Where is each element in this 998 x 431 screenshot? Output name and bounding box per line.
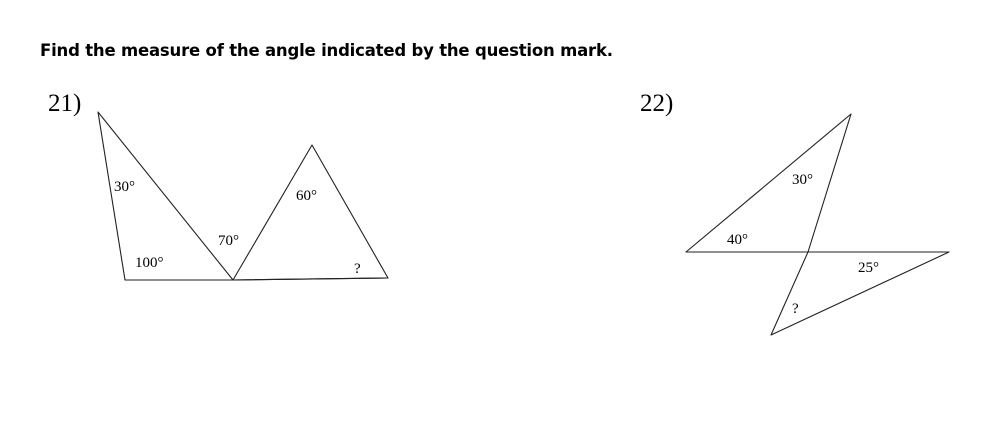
problem-22-number: 22): [640, 90, 674, 117]
right-triangle: [233, 145, 388, 280]
unknown-angle-label: ?: [354, 261, 361, 277]
angle-label-100: 100°: [135, 255, 164, 271]
problem-21-figure: [98, 112, 388, 280]
upper-triangle: [686, 114, 851, 252]
angle-label-70: 70°: [218, 233, 239, 249]
angle-label-30: 30°: [114, 179, 135, 195]
left-triangle: [98, 112, 233, 280]
unknown-angle-label: ?: [792, 301, 799, 317]
problem-22-figure: [686, 114, 949, 335]
angle-label-30: 30°: [792, 172, 813, 188]
angle-label-25: 25°: [858, 260, 879, 276]
angle-label-60: 60°: [296, 188, 317, 204]
angle-label-40: 40°: [727, 232, 748, 248]
base-segment: [233, 278, 388, 280]
problem-21-number: 21): [48, 90, 82, 117]
instruction-text: Find the measure of the angle indicated by the question mark.: [40, 41, 613, 60]
